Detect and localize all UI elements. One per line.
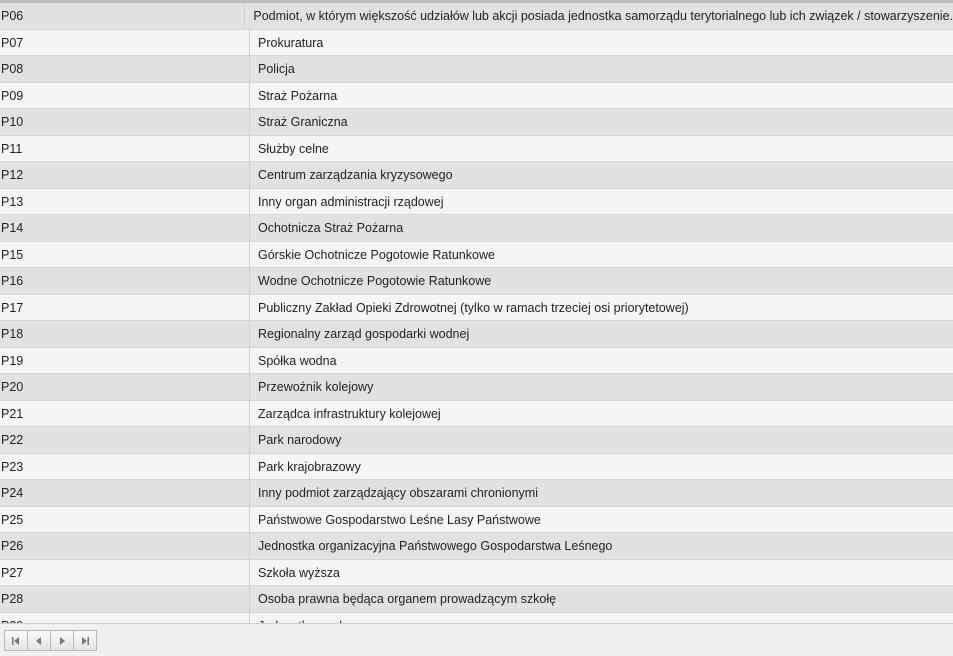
table-row[interactable] — [0, 427, 953, 454]
table-row[interactable] — [0, 454, 953, 481]
code-cell: P23 — [0, 454, 250, 480]
name-cell: Podmiot, w którym większość udziałów lub akcji posiada jednostka samorządu terytorialnego lub ich związek / stowarzyszenie. — [253, 9, 953, 23]
name-cell: Szkoła wyższa — [258, 565, 340, 580]
table-row[interactable] — [0, 162, 953, 189]
name-cell: Prokuratura — [258, 35, 324, 50]
code-cell: P11 — [0, 136, 250, 162]
table-row[interactable] — [0, 30, 953, 57]
table-row[interactable] — [0, 189, 953, 216]
code-cell: P08 — [0, 56, 250, 82]
previous-page-button[interactable] — [27, 630, 51, 651]
table-row[interactable] — [0, 295, 953, 322]
name-cell: Regionalny zarząd gospodarki wodnej — [258, 327, 470, 341]
name-cell: Publiczny Zakład Opieki Zdrowotnej (tylko w ramach trzeciej osi priorytetowej) — [258, 300, 689, 315]
table-row[interactable] — [0, 109, 953, 136]
table-row[interactable] — [0, 560, 953, 587]
name-cell: Przewoźnik kolejowy — [258, 380, 374, 394]
code-cell: P24 — [0, 480, 250, 506]
table-row[interactable] — [0, 321, 953, 348]
last-page-button[interactable] — [73, 630, 97, 651]
table-row[interactable] — [0, 586, 953, 613]
table-row[interactable] — [0, 3, 953, 30]
code-cell: P06 — [0, 3, 245, 29]
table-row[interactable] — [0, 507, 953, 534]
name-cell: Spółka wodna — [258, 353, 337, 368]
name-cell: Służby celne — [258, 141, 329, 156]
code-cell: P22 — [0, 427, 250, 453]
first-page-button[interactable] — [4, 630, 28, 651]
table-row[interactable] — [0, 242, 953, 269]
code-cell: P25 — [0, 507, 250, 533]
code-cell: P20 — [0, 374, 250, 400]
code-cell: P13 — [0, 189, 250, 215]
table-row[interactable] — [0, 56, 953, 83]
name-cell: Park krajobrazowy — [258, 459, 361, 474]
code-cell: P27 — [0, 560, 250, 586]
name-cell: Wodne Ochotnicze Pogotowie Ratunkowe — [258, 274, 492, 288]
code-cell: P18 — [0, 321, 250, 347]
code-cell: P15 — [0, 242, 250, 268]
next-page-button[interactable] — [50, 630, 74, 651]
first-page-icon — [10, 635, 22, 647]
name-cell: Straż Pożarna — [258, 88, 338, 103]
name-cell: Państwowe Gospodarstwo Leśne Lasy Państwowe — [258, 512, 541, 527]
pager-toolbar — [0, 623, 953, 656]
name-cell: Jednostka organizacyjna Państwowego Gospodarstwa Leśnego — [258, 539, 613, 553]
code-cell: P16 — [0, 268, 250, 294]
table-row[interactable] — [0, 136, 953, 163]
table-row[interactable] — [0, 533, 953, 560]
name-cell: Inny podmiot zarządzający obszarami chronionymi — [258, 486, 538, 500]
name-cell: Zarządca infrastruktury kolejowej — [258, 406, 441, 421]
name-cell: Park narodowy — [258, 433, 342, 447]
name-cell: Centrum zarządzania kryzysowego — [258, 168, 453, 182]
table-row[interactable] — [0, 401, 953, 428]
name-cell: Ochotnicza Straż Pożarna — [258, 221, 404, 235]
table-row[interactable] — [0, 83, 953, 110]
code-cell: P28 — [0, 586, 250, 612]
name-cell: Policja — [258, 62, 295, 76]
code-cell: P19 — [0, 348, 250, 374]
table-row[interactable] — [0, 268, 953, 295]
code-cell: P21 — [0, 401, 250, 427]
table-row[interactable] — [0, 215, 953, 242]
code-cell: P10 — [0, 109, 250, 135]
table-row[interactable] — [0, 374, 953, 401]
code-cell: P14 — [0, 215, 250, 241]
last-page-icon — [79, 635, 91, 647]
name-cell: Straż Graniczna — [258, 115, 348, 129]
table-row[interactable] — [0, 348, 953, 375]
next-page-icon — [56, 635, 68, 647]
previous-page-icon — [33, 635, 45, 647]
name-cell: Górskie Ochotnicze Pogotowie Ratunkowe — [258, 247, 495, 262]
name-cell: Osoba prawna będąca organem prowadzącym szkołę — [258, 592, 557, 606]
table-row[interactable] — [0, 480, 953, 507]
grid-body — [0, 3, 953, 639]
name-cell: Inny organ administracji rządowej — [258, 194, 444, 209]
code-cell: P26 — [0, 533, 250, 559]
code-cell: P09 — [0, 83, 250, 109]
code-cell: P07 — [0, 30, 250, 56]
code-cell: P12 — [0, 162, 250, 188]
code-cell: P17 — [0, 295, 250, 321]
data-grid[interactable] — [0, 3, 953, 623]
